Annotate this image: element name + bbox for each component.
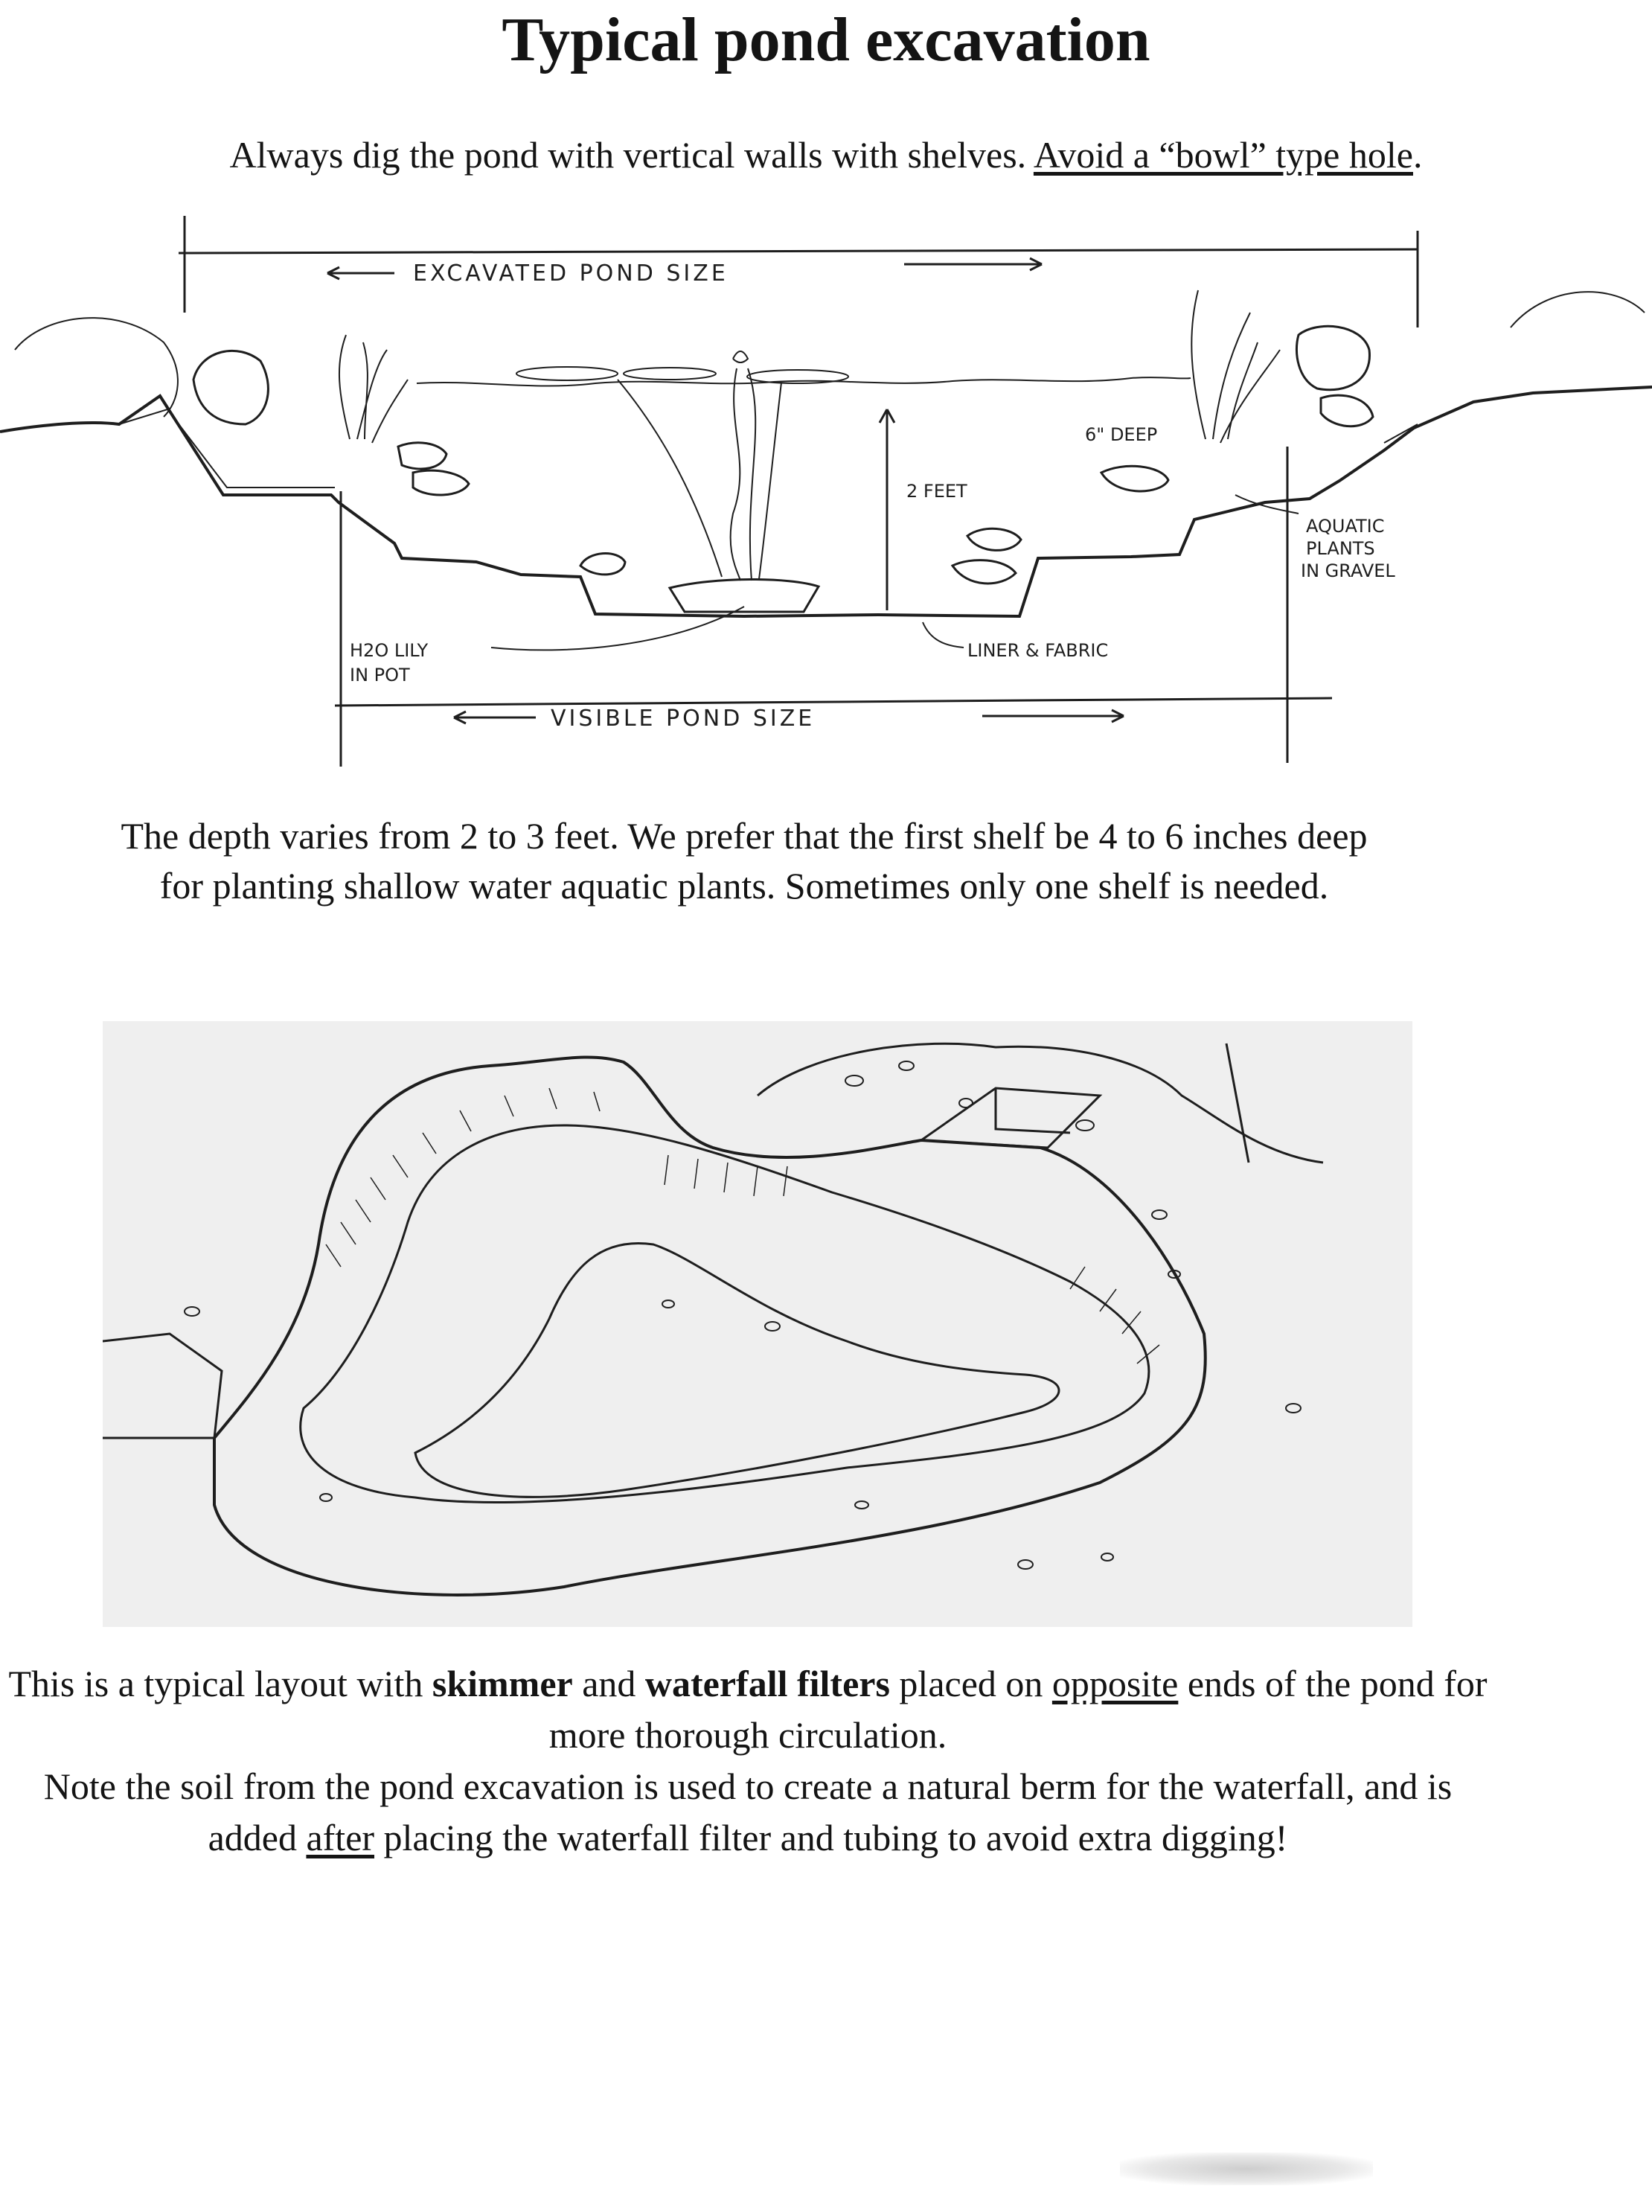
lily-flower <box>733 351 748 362</box>
label-lily-1: H2O LILY <box>350 640 429 661</box>
depth-line-1: The depth varies from 2 to 3 feet. We prefer that the first shelf be 4 to 6 inches deep <box>121 815 1368 857</box>
layout-text-part: ends of the pond for more thorough circulation. <box>548 1663 1488 1756</box>
aquatic-leader-line <box>1235 495 1299 514</box>
excavation-profile <box>0 387 1652 616</box>
label-visible-size: VISIBLE POND SIZE <box>551 706 816 732</box>
lily-stem-1 <box>731 368 740 581</box>
lily-pad-2 <box>624 368 716 380</box>
intro-main: Always dig the pond with vertical walls with shelves. <box>229 134 1034 176</box>
rock-left-shelf-1 <box>398 443 446 469</box>
plant-right-shelf <box>1191 290 1280 443</box>
label-lily-2: IN POT <box>350 665 410 685</box>
intro-end: . <box>1412 134 1423 176</box>
lily-stem-3 <box>618 380 722 577</box>
excavated-size-line <box>179 249 1418 253</box>
visible-size-line <box>335 698 1332 706</box>
layout-background <box>103 1021 1412 1627</box>
layout-text-part: placed on <box>889 1663 1052 1704</box>
depth-line-2: for planting shallow water aquatic plants. Sometimes only one shelf is needed. <box>159 864 1329 907</box>
layout-paragraph <box>0 1658 1496 1864</box>
layout-text-part: This is a typical layout with <box>8 1663 432 1704</box>
layout-sentence-2 <box>0 1761 1496 1864</box>
liner-leader-line <box>923 622 964 648</box>
rock-right-mid <box>1321 395 1373 426</box>
shrub-right <box>1511 292 1645 327</box>
waterfall-filters-bold: waterfall filters <box>644 1663 890 1704</box>
rock-right-top <box>1296 326 1369 389</box>
label-shelf-depth: 6" DEEP <box>1085 424 1158 445</box>
label-liner: LINER & FABRIC <box>967 640 1109 661</box>
pond-layout-illustration <box>103 1021 1412 1627</box>
lily-pad-1 <box>516 367 618 380</box>
layout-text-part: Note the soil from the pond excavation is used to create a natural berm for the waterfall, and is added <box>43 1765 1453 1858</box>
layout-text-part: and <box>572 1663 645 1704</box>
rock-right-3 <box>1101 466 1168 491</box>
label-excavated-size: EXCAVATED POND SIZE <box>413 260 729 287</box>
label-aquatic-1: AQUATIC <box>1306 516 1385 537</box>
label-depth: 2 FEET <box>906 481 967 502</box>
depth-paragraph <box>0 811 1488 910</box>
skimmer-bold: skimmer <box>432 1663 573 1704</box>
plant-left-shelf <box>339 335 408 443</box>
label-aquatic-2: PLANTS <box>1306 538 1375 559</box>
opposite-underlined: opposite <box>1051 1663 1179 1704</box>
layout-sentence-1 <box>0 1658 1496 1761</box>
rock-right-1 <box>967 528 1021 550</box>
lily-stem-4 <box>759 383 781 579</box>
label-aquatic-3: IN GRAVEL <box>1301 560 1395 581</box>
lily-stem-2 <box>748 368 755 581</box>
liner-inner-line <box>119 409 1418 488</box>
rock-left-bottom <box>580 554 625 575</box>
rock-left-top <box>193 351 268 424</box>
intro-underlined: Avoid a “bowl” type hole <box>1033 134 1413 176</box>
scan-smudge <box>1120 2152 1373 2185</box>
after-underlined: after <box>306 1817 375 1858</box>
rock-left-shelf-2 <box>413 470 469 495</box>
pond-cross-section-diagram <box>0 201 1652 781</box>
intro-text <box>0 132 1652 177</box>
rock-right-2 <box>953 560 1016 584</box>
page-title: Typical pond excavation <box>502 5 1150 74</box>
layout-text-part: placing the waterfall filter and tubing to avoid extra digging! <box>374 1817 1288 1858</box>
